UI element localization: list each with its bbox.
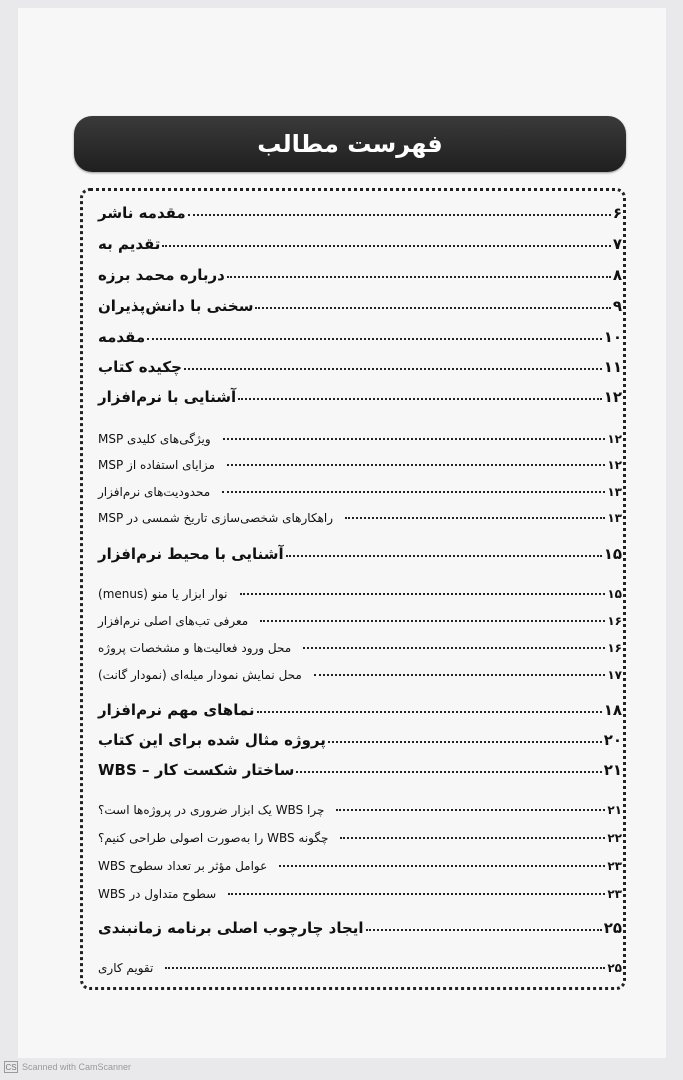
leader-dots bbox=[257, 711, 602, 713]
leader-dots bbox=[328, 741, 602, 743]
leader-dots bbox=[296, 771, 601, 773]
toc-subentry[interactable] bbox=[98, 819, 622, 845]
toc-entry-title: محدودیت‌های نرم‌افزار bbox=[98, 485, 211, 499]
toc-entry-title: آشنایی با نرم‌افزار bbox=[98, 388, 237, 406]
toc-subentry[interactable] bbox=[98, 875, 622, 901]
leader-dots bbox=[165, 967, 605, 969]
toc-entry[interactable] bbox=[98, 693, 622, 719]
leader-dots bbox=[340, 837, 605, 839]
leader-dots bbox=[222, 491, 605, 493]
toc-entry-page: ۱۵ bbox=[603, 545, 622, 563]
toc-entry-page: ۱۸ bbox=[603, 701, 622, 719]
toc-subentry[interactable] bbox=[98, 575, 622, 601]
leader-dots bbox=[238, 398, 601, 400]
toc-entry-page: ۱۳ bbox=[607, 511, 622, 525]
toc-entry[interactable] bbox=[98, 380, 622, 406]
toc-entry-title: مزایای استفاده از MSP bbox=[98, 458, 215, 472]
toc-entry-page: ۶ bbox=[612, 204, 622, 222]
toc-entry-page: ۲۱ bbox=[603, 761, 622, 779]
toc-subentry[interactable] bbox=[98, 499, 622, 525]
camscanner-logo-icon: CS bbox=[5, 1062, 17, 1072]
toc-entry-title: درباره محمد برزه bbox=[98, 266, 225, 284]
leader-dots bbox=[188, 214, 611, 216]
toc-subentry[interactable] bbox=[98, 420, 622, 446]
watermark-text: Scanned with CamScanner bbox=[22, 1062, 132, 1072]
toc-entry-page: ۱۲ bbox=[607, 458, 622, 472]
leader-dots bbox=[223, 438, 606, 440]
leader-dots bbox=[240, 593, 606, 595]
toc-entry[interactable] bbox=[98, 723, 622, 749]
toc-entry-page: ۱۲ bbox=[607, 432, 622, 446]
leader-dots bbox=[227, 276, 611, 278]
toc-entry-page: ۱۲ bbox=[603, 388, 622, 406]
toc-entry-title: چرا WBS یک ابزار ضروری در پروژه‌ها است؟ bbox=[98, 803, 325, 817]
toc-entry-title: نماهای مهم نرم‌افزار bbox=[98, 701, 255, 719]
toc-entry-page: ۱۶ bbox=[607, 614, 622, 628]
toc-entry-page: ۲۵ bbox=[603, 919, 622, 937]
toc-entry-page: ۲۱ bbox=[607, 803, 622, 817]
toc-entry-page: ۲۰ bbox=[603, 731, 622, 749]
toc-entry-page: ۸ bbox=[612, 266, 622, 284]
toc-subentry[interactable] bbox=[98, 847, 622, 873]
leader-dots bbox=[366, 929, 602, 931]
toc-entry-title: مقدمه ناشر bbox=[98, 204, 186, 222]
toc-entry[interactable] bbox=[98, 350, 622, 376]
toc-subentry[interactable] bbox=[98, 446, 622, 472]
leader-dots bbox=[260, 620, 605, 622]
leader-dots bbox=[345, 517, 605, 519]
leader-dots bbox=[228, 893, 605, 895]
toc-entry-title: پروژه مثال شده برای این کتاب bbox=[98, 731, 326, 749]
toc-subentry[interactable] bbox=[98, 791, 622, 817]
toc-entry-title: سخنی با دانش‌پذیران bbox=[98, 297, 254, 315]
leader-dots bbox=[255, 307, 610, 309]
toc-entry-title: مقدمه bbox=[98, 328, 146, 346]
toc-entry-title: تقویم کاری bbox=[98, 961, 154, 975]
toc-entry-title: سطوح متداول در WBS bbox=[98, 887, 217, 901]
toc-entry-page: ۹ bbox=[612, 297, 622, 315]
leader-dots bbox=[314, 674, 606, 676]
toc-subentry[interactable] bbox=[98, 602, 622, 628]
toc-entry-title: عوامل مؤثر بر تعداد سطوح WBS bbox=[98, 859, 268, 873]
leader-dots bbox=[279, 865, 605, 867]
toc-entry[interactable] bbox=[98, 227, 622, 253]
toc-subentry[interactable] bbox=[98, 656, 622, 682]
leader-dots bbox=[147, 338, 602, 340]
toc-entry-title: چگونه WBS را به‌صورت اصولی طراحی کنیم؟ bbox=[98, 831, 329, 845]
toc-entry-title: ویژگی‌های کلیدی MSP bbox=[98, 432, 211, 446]
toc-entry-page: ۱۱ bbox=[603, 358, 622, 376]
toc-title-bar bbox=[74, 116, 626, 172]
toc-entry[interactable] bbox=[98, 320, 622, 346]
toc-entry[interactable] bbox=[98, 537, 622, 563]
leader-dots bbox=[227, 464, 605, 466]
scanner-watermark bbox=[4, 1061, 131, 1073]
toc-entry-title: نوار ابزار یا منو (menus) bbox=[98, 587, 228, 601]
toc-entry[interactable] bbox=[98, 258, 622, 284]
toc-entry-page: ۱۷ bbox=[607, 668, 622, 682]
leader-dots bbox=[184, 368, 602, 370]
toc-subentry[interactable] bbox=[98, 473, 622, 499]
toc-entry-page: ۱۰ bbox=[603, 328, 622, 346]
toc-entry-page: ۲۵ bbox=[607, 961, 622, 975]
toc-entry-title: راهکارهای شخصی‌سازی تاریخ شمسی در MSP bbox=[98, 511, 334, 525]
toc-entry-page: ۲۲ bbox=[607, 831, 622, 845]
toc-entry-page: ۲۳ bbox=[607, 859, 622, 873]
toc-entry-page: ۱۶ bbox=[607, 641, 622, 655]
toc-entry-title: آشنایی با محیط نرم‌افزار bbox=[98, 545, 284, 563]
toc-entry-title: چکیده کتاب bbox=[98, 358, 182, 376]
toc-entry[interactable] bbox=[98, 196, 622, 222]
toc-entry-title: تقدیم به bbox=[98, 235, 161, 253]
toc-entry-title: محل نمایش نمودار میله‌ای (نمودار گانت) bbox=[98, 668, 302, 682]
toc-entry-page: ۲۳ bbox=[607, 887, 622, 901]
leader-dots bbox=[303, 647, 605, 649]
page-title: فهرست مطالب bbox=[257, 130, 443, 158]
toc-subentry[interactable] bbox=[98, 629, 622, 655]
toc-entry-page: ۱۳ bbox=[607, 485, 622, 499]
toc-entry[interactable] bbox=[98, 911, 622, 937]
toc-entry-title: محل ورود فعالیت‌ها و مشخصات پروژه bbox=[98, 641, 292, 655]
toc-entry-page: ۷ bbox=[612, 235, 622, 253]
toc-entry[interactable] bbox=[98, 753, 622, 779]
toc-entry-page: ۱۵ bbox=[607, 587, 622, 601]
leader-dots bbox=[286, 555, 602, 557]
toc-entry-title: معرفی تب‌های اصلی نرم‌افزار bbox=[98, 614, 249, 628]
toc-entry[interactable] bbox=[98, 289, 622, 315]
toc-entry-title: ایجاد چارچوب اصلی برنامه زمانبندی bbox=[98, 919, 364, 937]
toc-subentry[interactable] bbox=[98, 949, 622, 975]
toc-entry-title: ساختار شکست کار – WBS bbox=[98, 761, 295, 779]
leader-dots bbox=[336, 809, 605, 811]
leader-dots bbox=[162, 245, 610, 247]
